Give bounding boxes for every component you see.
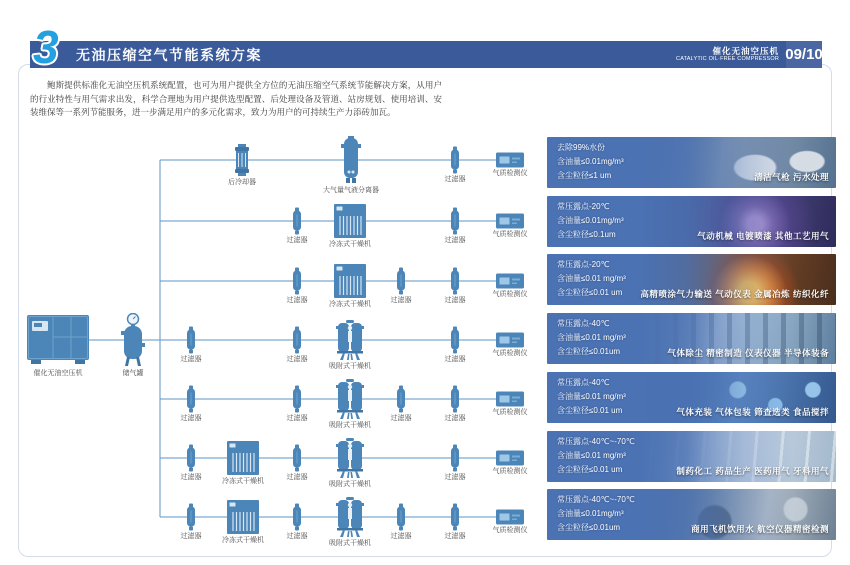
application-card	[547, 372, 836, 423]
card-spec-line: 含尘粒径≤0.01 um	[557, 288, 623, 297]
adsorb-dryer-icon	[336, 497, 364, 537]
filter-icon	[396, 268, 406, 295]
filter-icon	[186, 386, 196, 413]
card-spec-line: 常压露点-40℃~-70℃	[557, 495, 635, 504]
tank-icon	[121, 313, 145, 367]
card-specs	[557, 493, 635, 535]
equipment-label: 冷冻式干燥机	[329, 241, 371, 248]
page-number: 09/10	[786, 41, 822, 68]
detector-icon	[496, 392, 524, 407]
filter-icon	[292, 327, 302, 354]
equipment-label: 气质检测仪	[492, 231, 528, 238]
card-applications: 制药化工 药品生产 医药用气 牙科用气	[676, 466, 829, 476]
application-card	[547, 137, 836, 188]
filter-icon	[450, 445, 460, 472]
equipment-label: 气质检测仪	[492, 409, 528, 416]
adsorb-dryer-icon	[336, 379, 364, 419]
equipment-label: 后冷却器	[228, 179, 256, 186]
card-applications: 商用飞机饮用水 航空仪器精密检测	[691, 524, 829, 534]
equipment-label: 过滤器	[286, 237, 308, 244]
equipment-label: 过滤器	[286, 474, 308, 481]
card-spec-line: 含尘粒径≤0.01 um	[557, 465, 623, 474]
equipment-label: 过滤器	[180, 356, 202, 363]
compressor-icon	[27, 315, 89, 365]
filter-icon	[292, 268, 302, 295]
equipment-label: 过滤器	[444, 356, 466, 363]
filter-icon	[396, 386, 406, 413]
fridge-dryer-icon	[334, 204, 366, 238]
equipment-label: 气质检测仪	[492, 468, 528, 475]
filter-icon	[450, 208, 460, 235]
brand-name-cn: 催化无油空压机	[712, 45, 779, 56]
application-card	[547, 489, 836, 540]
detector-icon	[496, 274, 524, 289]
card-spec-line: 含油量≤0.01 mg/m³	[557, 392, 626, 401]
equipment-label: 过滤器	[444, 474, 466, 481]
card-specs	[557, 258, 626, 300]
equipment-label: 吸附式干燥机	[329, 363, 371, 370]
equipment-label: 储气罐	[122, 370, 144, 377]
filter-icon	[186, 504, 196, 531]
equipment-label: 冷冻式干燥机	[329, 301, 371, 308]
application-card	[547, 254, 836, 305]
equipment-label: 冷冻式干燥机	[222, 478, 264, 485]
filter-icon	[396, 504, 406, 531]
card-applications: 气体充装 气体包装 筛查选类 食品搅拌	[676, 407, 829, 417]
equipment-label: 过滤器	[180, 533, 202, 540]
separator-icon	[341, 136, 361, 184]
equipment-label: 过滤器	[390, 415, 412, 422]
card-spec-line: 常压露点-40℃	[557, 378, 610, 387]
equipment-label: 气质检测仪	[492, 350, 528, 357]
fridge-dryer-icon	[227, 500, 259, 534]
filter-icon	[450, 268, 460, 295]
card-specs	[557, 435, 635, 477]
card-spec-line: 含油量≤0.01 mg/m³	[557, 333, 626, 342]
equipment-label: 吸附式干燥机	[329, 481, 371, 488]
card-spec-line: 常压露点-20℃	[557, 260, 610, 269]
card-specs	[557, 200, 624, 242]
filter-icon	[450, 386, 460, 413]
adsorb-dryer-icon	[336, 438, 364, 478]
card-spec-line: 去除99%水份	[557, 143, 606, 152]
filter-icon	[292, 208, 302, 235]
filter-icon	[292, 504, 302, 531]
equipment-label: 过滤器	[390, 533, 412, 540]
equipment-label: 气质检测仪	[492, 170, 528, 177]
application-cards	[547, 137, 836, 547]
card-spec-line: 含尘粒径≤0.1um	[557, 230, 616, 239]
card-spec-line: 含油量≤0.01mg/m³	[557, 216, 624, 225]
filter-icon	[292, 386, 302, 413]
card-specs	[557, 376, 626, 418]
card-spec-line: 含油量≤0.01mg/m³	[557, 509, 624, 518]
card-applications: 高精喷涂气力输送 气动仪表 金属冶炼 纺织化纤	[640, 289, 829, 299]
fridge-dryer-icon	[334, 264, 366, 298]
card-applications: 清洁气枪 污水处理	[754, 172, 829, 182]
detector-icon	[496, 333, 524, 348]
equipment-label: 催化无油空压机	[33, 370, 83, 377]
card-spec-line: 含尘粒径≤0.01um	[557, 347, 621, 356]
card-applications: 气动机械 电镀喷漆 其他工艺用气	[697, 231, 829, 241]
equipment-label: 过滤器	[444, 415, 466, 422]
aftercooler-icon	[234, 144, 250, 176]
application-card	[547, 196, 836, 247]
equipment-label: 过滤器	[286, 533, 308, 540]
page-title: 无油压缩空气节能系统方案	[76, 46, 262, 63]
detector-icon	[496, 153, 524, 168]
card-spec-line: 含尘粒径≤1 um	[557, 171, 612, 180]
equipment-label: 吸附式干燥机	[329, 540, 371, 547]
detector-icon	[496, 451, 524, 466]
card-specs	[557, 141, 624, 183]
application-card	[547, 313, 836, 364]
equipment-label: 气质检测仪	[492, 527, 528, 534]
equipment-label: 过滤器	[444, 237, 466, 244]
equipment-label: 冷冻式干燥机	[222, 537, 264, 544]
equipment-label: 过滤器	[180, 474, 202, 481]
filter-icon	[450, 504, 460, 531]
equipment-label: 吸附式干燥机	[329, 422, 371, 429]
section-number: 3	[33, 21, 59, 73]
equipment-label: 过滤器	[180, 415, 202, 422]
equipment-label: 过滤器	[286, 297, 308, 304]
intro-paragraph: 鲍斯提供标准化无油空压机系统配置，也可为用户提供全方位的无油压缩空气系统节能解决方案，从用户的行业特性与用气需求出发，科学合理地为用户提供选型配置、后处理设备及管道、站房规划、使用培训、安装维保等一系列节能服务，进一步满足用户的多元化需求，致力为用户的可持续生产力添砖加瓦。	[30, 80, 442, 118]
equipment-label: 过滤器	[444, 176, 466, 183]
card-spec-line: 常压露点-40℃~-70℃	[557, 437, 635, 446]
brand-name-en: CATALYTIC OIL·FREE COMPRESSOR	[676, 56, 779, 63]
adsorb-dryer-icon	[336, 320, 364, 360]
filter-icon	[292, 445, 302, 472]
card-spec-line: 含尘粒径≤0.01 um	[557, 406, 623, 415]
card-spec-line: 含尘粒径≤0.01um	[557, 523, 621, 532]
equipment-label: 过滤器	[286, 356, 308, 363]
fridge-dryer-icon	[227, 441, 259, 475]
equipment-label: 气质检测仪	[492, 291, 528, 298]
card-specs	[557, 317, 626, 359]
filter-icon	[450, 147, 460, 174]
detector-icon	[496, 214, 524, 229]
equipment-label: 过滤器	[444, 533, 466, 540]
equipment-label: 过滤器	[390, 297, 412, 304]
equipment-label: 过滤器	[444, 297, 466, 304]
equipment-label: 大气量气液分离器	[323, 187, 379, 194]
card-spec-line: 常压露点-20℃	[557, 202, 610, 211]
card-spec-line: 含油量≤0.01 mg/m³	[557, 274, 626, 283]
filter-icon	[450, 327, 460, 354]
application-card	[547, 431, 836, 482]
card-spec-line: 含油量≤0.01mg/m³	[557, 157, 624, 166]
card-spec-line: 常压露点-40℃	[557, 319, 610, 328]
equipment-label: 过滤器	[286, 415, 308, 422]
detector-icon	[496, 510, 524, 525]
card-applications: 气体除尘 精密制造 仪表仪器 半导体装备	[667, 348, 829, 358]
filter-icon	[186, 327, 196, 354]
card-spec-line: 含油量≤0.01 mg/m³	[557, 451, 626, 460]
filter-icon	[186, 445, 196, 472]
